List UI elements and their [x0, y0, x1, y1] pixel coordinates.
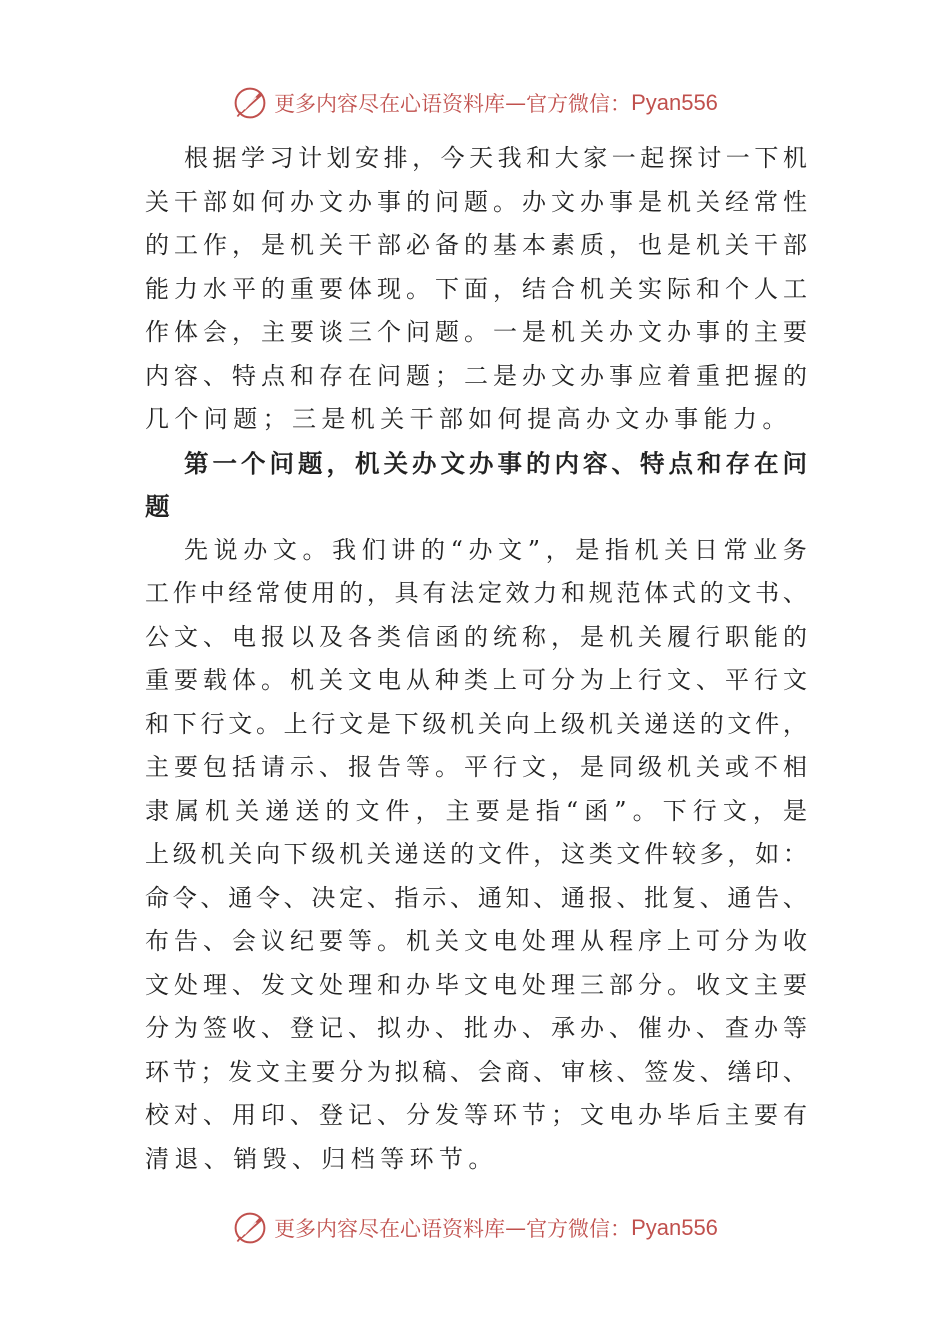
- banner-wechat-label: 官方微信：: [526, 92, 632, 116]
- banner-separator: —: [505, 91, 527, 115]
- text-line: 命 令 、 通 令 、 决 定 、 指 示 、 通 知 、 通 报 、 批 复 、 通 告 、: [145, 883, 807, 912]
- text-line: 先 说 办 文 。 我 们 讲 的 “ 办 文 ” ， 是 指 机 关 日 常 业 务: [184, 535, 807, 564]
- text-line: 校 对 、 用 印 、 登 记 、 分 发 等 环 节 ； 文 电 办 毕 后 主 要 有: [145, 1101, 807, 1129]
- banner-wechat-id: Pyan556: [631, 1215, 718, 1240]
- text-line: 文 处 理 、 发 文 处 理 和 办 毕 文 电 处 理 三 部 分 。 收 文 主 要: [145, 970, 807, 999]
- text-line: 和 下 行 文 。 上 行 文 是 下 级 机 关 向 上 级 机 关 递 送 的 文 件 ，: [145, 709, 807, 738]
- text-line: 环 节 ； 发 文 主 要 分 为 拟 稿 、 会 商 、 审 核 、 签 发 、 缮 印 、: [145, 1057, 807, 1086]
- quill-logo-icon: [232, 85, 268, 121]
- banner-wechat-id: Pyan556: [631, 90, 718, 115]
- text-line: 作 体 会 ， 主 要 谈 三 个 问 题 。 一 是 机 关 办 文 办 事 的 主 要: [145, 318, 807, 346]
- text-line: 的 工 作 ， 是 机 关 干 部 必 备 的 基 本 素 质 ， 也 是 机 关 干 部: [145, 231, 807, 259]
- text-line: 隶 属 机 关 递 送 的 文 件 ， 主 要 是 指 “ 函 ” 。 下 行 文 ， 是: [145, 796, 807, 825]
- text-line: 工 作 中 经 常 使 用 的 ， 具 有 法 定 效 力 和 规 范 体 式 的 文 书 、: [145, 579, 807, 607]
- paragraph-intro: [145, 137, 807, 442]
- footer-banner: [0, 1208, 950, 1248]
- text-line: 布 告 、 会 议 纪 要 等 。 机 关 文 电 处 理 从 程 序 上 可 分 为 收: [145, 927, 807, 955]
- banner-separator: —: [505, 1216, 527, 1240]
- text-line: 几个问题；三是机关干部如何提高办文办事能力。: [145, 405, 792, 433]
- paragraph-banwen: [145, 529, 807, 1182]
- text-line: 公 文 、 电 报 以 及 各 类 信 函 的 统 称 ， 是 机 关 履 行 职 能 的: [145, 622, 807, 651]
- heading-line: 第 一 个 问 题 ， 机 关 办 文 办 事 的 内 容 、 特 点 和 存 在 问: [184, 448, 807, 478]
- text-line: 重 要 载 体 。 机 关 文 电 从 种 类 上 可 分 为 上 行 文 、 平 行 文: [145, 666, 807, 694]
- document-body: [145, 137, 807, 1181]
- header-banner: [0, 83, 950, 123]
- text-line: 关 干 部 如 何 办 文 办 事 的 问 题 。 办 文 办 事 是 机 关 经 常 性: [145, 187, 807, 216]
- text-line: 清退、销毁、归档等环节。: [145, 1144, 498, 1173]
- section-heading: [145, 442, 807, 529]
- banner-text: 更多内容尽在心语资料库: [274, 1217, 506, 1241]
- heading-line: 题: [145, 492, 175, 521]
- text-line: 内 容 、 特 点 和 存 在 问 题 ； 二 是 办 文 办 事 应 着 重 把 握 的: [145, 361, 807, 390]
- banner-wechat-label: 官方微信：: [526, 1217, 632, 1241]
- quill-logo-icon: [232, 1210, 268, 1246]
- text-line: 主 要 包 括 请 示 、 报 告 等 。 平 行 文 ， 是 同 级 机 关 或 不 相: [145, 753, 807, 781]
- banner-text: 更多内容尽在心语资料库: [274, 92, 506, 116]
- text-line: 分 为 签 收 、 登 记 、 拟 办 、 批 办 、 承 办 、 催 办 、 查 办 等: [145, 1014, 807, 1042]
- text-line: 上 级 机 关 向 下 级 机 关 递 送 的 文 件 ， 这 类 文 件 较 多 ， 如 ：: [145, 840, 807, 868]
- text-line: 根 据 学 习 计 划 安 排 ， 今 天 我 和 大 家 一 起 探 讨 一 下 机: [184, 144, 807, 172]
- text-line: 能 力 水 平 的 重 要 体 现 。 下 面 ， 结 合 机 关 实 际 和 个 人 工: [145, 274, 807, 303]
